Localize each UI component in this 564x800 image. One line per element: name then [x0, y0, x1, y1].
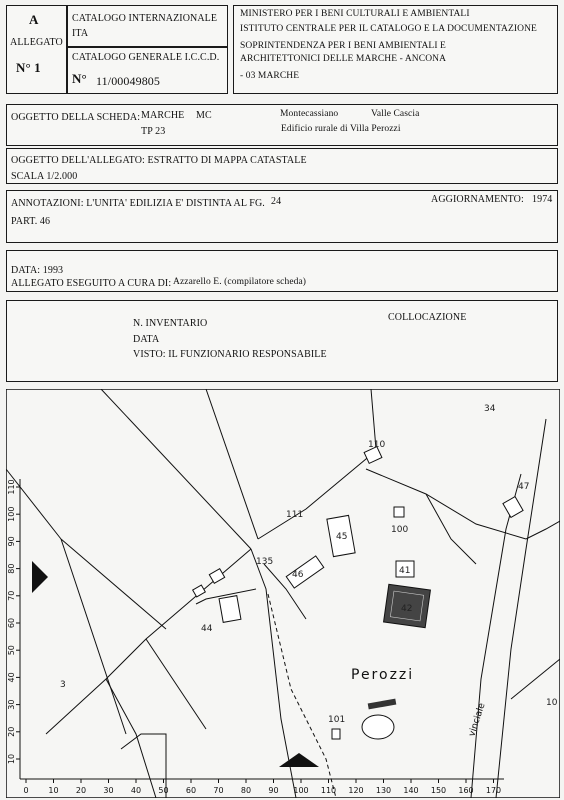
oggetto-scheda-province: MC [196, 110, 212, 121]
catalogo-int-code: ITA [72, 28, 89, 39]
visto-label: VISTO: IL FUNZIONARIO RESPONSABILE [133, 349, 327, 360]
x-tick-label: 30 [103, 786, 114, 795]
y-tick-label: 90 [7, 536, 16, 547]
x-tick-label: 20 [75, 786, 87, 795]
x-tick-label: 110 [320, 786, 337, 795]
x-tick-label: 160 [458, 786, 474, 795]
parcel-45: 45 [336, 532, 348, 542]
allegato-letter: A [29, 12, 39, 27]
y-tick-label: 110 [7, 479, 16, 495]
oggetto-scheda-code: TP 23 [141, 126, 166, 137]
catalogo-generale: CATALOGO GENERALE I.C.C.D. [72, 52, 220, 63]
oggetto-allegato-scala: SCALA 1/2.000 [11, 171, 78, 182]
x-tick-label: 80 [240, 786, 252, 795]
x-tick-label: 130 [375, 786, 392, 795]
eseguito-label: ALLEGATO ESEGUITO A CURA DI: [11, 278, 172, 289]
x-tick-label: 50 [158, 786, 169, 795]
ministry-line-3: SOPRINTENDENZA PER I BENI AMBIENTALI E [240, 41, 446, 51]
parcel-34: 34 [484, 404, 496, 414]
y-tick-label: 40 [7, 672, 16, 683]
parcel-3: 3 [60, 680, 66, 690]
ministry-line-2: ISTITUTO CENTRALE PER IL CATALOGO E LA DOCUMENTAZIONE [240, 24, 537, 34]
oggetto-scheda-region: MARCHE [141, 110, 185, 121]
parcel-47: 47 [518, 482, 530, 492]
annotazioni-label: ANNOTAZIONI: L'UNITA' EDILIZIA E' DISTINTA AL FG. [11, 198, 265, 209]
ministry-line-5: - 03 MARCHE [240, 71, 300, 81]
y-tick-label: 10 [7, 753, 16, 765]
annotazioni-part: PART. 46 [11, 216, 51, 227]
x-tick-label: 60 [185, 786, 197, 795]
cadastral-map [6, 389, 560, 798]
parcel-10: 10 [546, 698, 558, 708]
oggetto-scheda-description: Edificio rurale di Villa Perozzi [281, 124, 401, 134]
y-tick-label: 70 [7, 590, 16, 601]
n-inventario-label: N. INVENTARIO [133, 318, 208, 329]
y-tick-label: 100 [7, 506, 16, 522]
annotazioni-foglio: 24 [271, 196, 282, 207]
x-tick-label: 70 [213, 786, 224, 795]
x-tick-label: 120 [348, 786, 364, 795]
ministry-line-4: ARCHITETTONICI DELLE MARCHE - ANCONA [240, 54, 447, 64]
allegato-label: ALLEGATO [10, 37, 63, 48]
aggiornamento-value: 1974 [532, 194, 553, 205]
parcel-101: 101 [328, 715, 346, 725]
x-tick-label: 150 [430, 786, 447, 795]
place-name-perozzi: Perozzi [351, 667, 415, 683]
y-tick-label: 60 [7, 617, 16, 629]
x-tick-label: 100 [293, 786, 309, 795]
oggetto-allegato-box [6, 148, 558, 184]
parcel-41: 41 [399, 566, 411, 576]
x-tick-label: 40 [130, 786, 142, 795]
x-tick-label: 90 [268, 786, 279, 795]
catalogo-divider [66, 46, 228, 48]
y-tick-label: 30 [7, 699, 16, 710]
oggetto-scheda-comune: Montecassiano [280, 109, 339, 119]
y-tick-label: 20 [7, 726, 16, 737]
cadastral-map-svg [6, 389, 560, 798]
road-name-label: vinciale [467, 701, 488, 738]
y-tick-label: 80 [7, 563, 16, 574]
catalogo-number: 11/00049805 [96, 74, 160, 88]
aggiornamento-label: AGGIORNAMENTO: [431, 194, 524, 205]
collocazione-label: COLLOCAZIONE [388, 312, 467, 323]
oggetto-scheda-label: OGGETTO DELLA SCHEDA: [11, 112, 141, 123]
allegato-number: N° 1 [16, 60, 41, 75]
x-tick-label: 10 [48, 786, 59, 795]
building-101 [332, 729, 340, 739]
parcel-100: 100 [391, 525, 409, 535]
parcel-44: 44 [201, 624, 213, 634]
ministry-line-1: MINISTERO PER I BENI CULTURALI E AMBIENTALI [240, 9, 470, 19]
parcel-135: 135 [256, 557, 274, 567]
catalogo-num-prefix: N° [72, 71, 87, 86]
x-tick-label: 140 [403, 786, 419, 795]
parcel-111: 111 [286, 510, 304, 520]
x-tick-label: 170 [485, 786, 502, 795]
catalogo-internazionale: CATALOGO INTERNAZIONALE [72, 13, 218, 24]
parcel-42: 42 [401, 604, 413, 614]
oggetto-allegato-label: OGGETTO DELL'ALLEGATO: ESTRATTO DI MAPPA CATASTALE [11, 155, 307, 166]
y-tick-label: 50 [7, 645, 16, 656]
data-label: DATA: 1993 [11, 265, 64, 276]
inventario-data-label: DATA [133, 334, 160, 345]
inventario-box [6, 300, 558, 382]
parcel-46: 46 [292, 570, 304, 580]
parcel-110: 110 [368, 440, 386, 450]
oggetto-scheda-localita: Valle Cascia [371, 109, 420, 119]
allegato-divider [66, 5, 68, 94]
x-tick-label: 0 [23, 786, 29, 795]
compilatore: Azzarello E. (compilatore scheda) [173, 277, 307, 287]
